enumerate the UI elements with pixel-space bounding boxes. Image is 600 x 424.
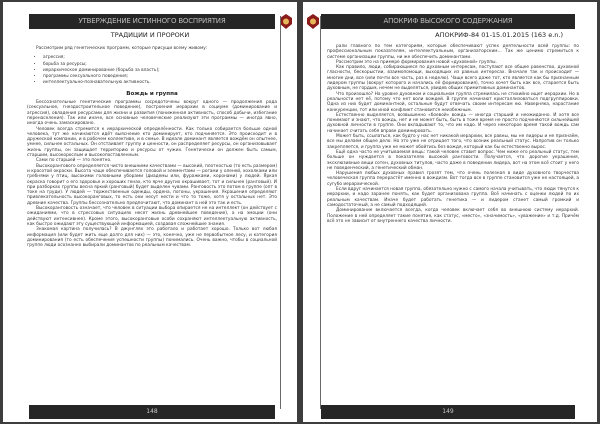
body-paragraph: Сами по старшей — это понятно. xyxy=(36,158,112,164)
body-paragraph: Может быть, ссылаться, как будто у нас нет никакой иерархии, все равны, мы не лидеры и не признаём, все мы делаем общее дело. Но это уже не отрицает того, что возник реальный статус. Напротив он только закрепляется, и группа уже не может обойтись без вождя, который как бы естественно вырос. xyxy=(327,134,579,150)
body-paragraph: рали главного по тем категориям, которые обеспечивают успех деятельности всей группы: по профессиональным показателям, интеллектуальным, организаторским… Так же ценимо стремиться к системе организации группы, ни же обеспечить доминантами. xyxy=(327,44,579,60)
intro-paragraph: Рассмотрим ряд генетических программ, которые присущи всему живому: xyxy=(36,46,208,51)
right-page xyxy=(303,2,597,422)
body-paragraph: Если вдруг начинается новая группа, обязательно нужно с самого начала учитывать, что люди тянутся к иерархии, и надо заранее понять, как будет организована группа. Всё начинать с оценки людей по их реальным качествам. Иначе будет работать генетика — и лидером станет самый громкий и самодостаточный, а не самый подходящий. xyxy=(327,187,579,208)
right-issue-subtitle: АПОКРИФ-84 01-15.01.2015 (163 e.n.) xyxy=(435,31,563,39)
body-paragraph: Доминирование включается всегда, когда человек включает себя во внешнюю систему иерархий. Положение в ней определяет такие понятия, как статус, «место», «значимость», «уважение» и т.д. Причём всё это не зависит от внутреннего качества личности. xyxy=(327,208,579,224)
right-page-number: 149 xyxy=(321,405,575,419)
list-item: • интеллектуально-познавательную активность. xyxy=(43,80,277,85)
body-paragraph: Ещё одна часто не учитываемая вещь: такой человек ставит вопрос. Чем ниже его реальный статус, тем больше он нуждается в показателях высокой ранговости. Получается, что дорогие украшения, эксклюзивные вещи сотен, духовных титулов, часто даже в поведении лидера, вот на этом всё стоит у него не поведенческий, а генетический обман. xyxy=(327,149,579,171)
body-paragraph: Бессознательные генетические программы сосредоточены вокруг одного — продолжения рода (сексуальное, гнездостроительное поведение), построения иерархии в социуме (доминирование и агрессия), овладения ресурсами для жизни и развития (пониженная активность, способ добычи, избегание перенаселения). Так или иначе, все основные человеческие реализуют эти программы — иногда явно, иногда очень замаскировано. xyxy=(27,100,277,127)
body-paragraph: Человек всегда стремится к иерархической определённости. Как только собирается больше одной человека, тут же начинаются идёт выяснение кто доминирует, кто подчиняется. Это происходит и в дружеской компании, и в рабочем коллективе, и в семье. В идеале доминант является вождём он опытнее, умнее, сильнее остальных. Он отстаивает группу и ценности, он распределяет ресурсы, он организовывает жизнь группы, он защищает территорию и ресурсы от чужих. Генетически он должен быть самым, старшим, высокорослым и высокопоставленным. xyxy=(27,126,277,159)
list-item: • иерархическое доминирование (борьба за власть); xyxy=(43,68,277,73)
body-paragraph: Рассмотрим это на примере формирования новой «духовной» группы. xyxy=(336,59,497,65)
body-paragraph: Что произошло? На уровне духовном и социальном группа стремилась не стихийно ищет иерархии. Но в реальности нет её, потому что нет воли вождей. В группе начинают кристаллизоваться подгруппировки. Одна из них будет доминантной, остальные будут отвечать своим интересам ею. Наверняка, нарастание конкуренции, тот или иной конфликт становится неизбежным. xyxy=(327,91,579,113)
right-margin-rule xyxy=(320,16,321,409)
right-body-text xyxy=(327,44,579,224)
left-running-header: УТВЕРЖДЕНИЕ ИСТИННОГО ВОСПРИЯТИЯ xyxy=(29,14,275,29)
body-paragraph: Естественно выделяется, возвышенно «боевой» вождь — иногда старший и неожиданно. И хотя все понимают и знают, что вождь, нет и не может быть, быть в тоже время не просто подчиняются сильнейшей духовной личности в группе. Они вкладывают то, что им надо. И через некоторое время такой вождь сам начинает считать себя вправе доминировать. xyxy=(327,112,579,134)
left-page-number: 148 xyxy=(29,405,275,419)
list-item: • борьба за ресурсы; xyxy=(43,62,277,67)
left-margin-rule xyxy=(280,16,281,409)
left-body-text xyxy=(27,46,277,248)
list-item: • агрессия; xyxy=(43,55,277,60)
programs-list xyxy=(43,55,277,85)
body-paragraph: Высокоранговость означает, что человек в ситуации выбора опирается не на интеллект (он действует с ожиданиями, что в стрессовых ситуациях несет жизнь древнейшее поведение), а на эмоции (они действуют интенсивнее). Кроме этого, высокоранговые особи сохраняют интеллектуальную активность, как быстро ожидают эту существующей информацией, создавая сложнейшие знания. xyxy=(27,206,277,227)
body-paragraph: Высокорангового определяется чисто внешними качествами — высокий, плотностью (то есть размером) и красотой окраски. Высота чаще обеспечивается головой и элементами — рогами у оленей, хохолками или гребнями у птиц, высокими головными уборами (диадемы или, фуражками, коронами) у людей. Яркая окраска говорит о его здоровье и хороших генах, кто ярче других окрашивает, тот и сильнее (ранговый). И при разборках группы весна яркий (ранговый) будет выделен чувами. Ранговость это потом в группе (опт в токе на груди). У людей — торжественные одежды, ордена, погоны, украшения. Украшения определяют привлекательность высокоранговых, то есть они несут нести и что то тоже, хотя у остальных нет. Это древние качества. Группы бессознательно предпочитают, что доминант в ней это так и есть. xyxy=(27,163,277,206)
emblem-icon xyxy=(305,13,321,30)
list-item: • программы сексуального поведения; xyxy=(43,74,277,79)
left-section-subtitle: ТРАДИЦИИ И ПРОРОКИ xyxy=(110,31,190,39)
body-paragraph: Нарушения любых духовных правил грозят тем, что очень полезная в виде духовного творчества человеческая группа перерастёт именно в вождизм. Вот тогда все в группе становится уже не настоящей, а сугубо иерархической. xyxy=(327,171,579,187)
section-title: Вождь и группа xyxy=(126,90,178,97)
left-page xyxy=(3,2,297,422)
body-paragraph: Знакомая картина получилась? В джунглях это работало и работает хорошо. Только вот любая информация (или будет жить еще долго для них) — это, конечно, уже не первобытное лесу, и категория доминирования (то есть обеспечения успешности группы) понимались. Очень важно, чтобы в социальной группе люди осознанно выбирали доминантов по реальным качествам. xyxy=(27,227,277,249)
body-paragraph: Как правило, люди, собирающиеся по духовным интересам, поступают все общее равенство, духовной гласности, бескорыстии, взаимопомощи, выходящих из равных интересах. Вначале так и происходит — многие дни, все (или почти все часть, раз в неделю). Чаще всего даже тот, кто является как бы признанным лидером группы (вокруг которого и начались её формирования), точно хочет быть как все, старается быть духовным, не гордым, нечем не выделяться, увидев общих примитивных доминантов. xyxy=(327,65,579,92)
right-running-header: АПОКРИФ ВЫСОКОГО СОДЕРЖАНИЯ xyxy=(321,14,575,29)
